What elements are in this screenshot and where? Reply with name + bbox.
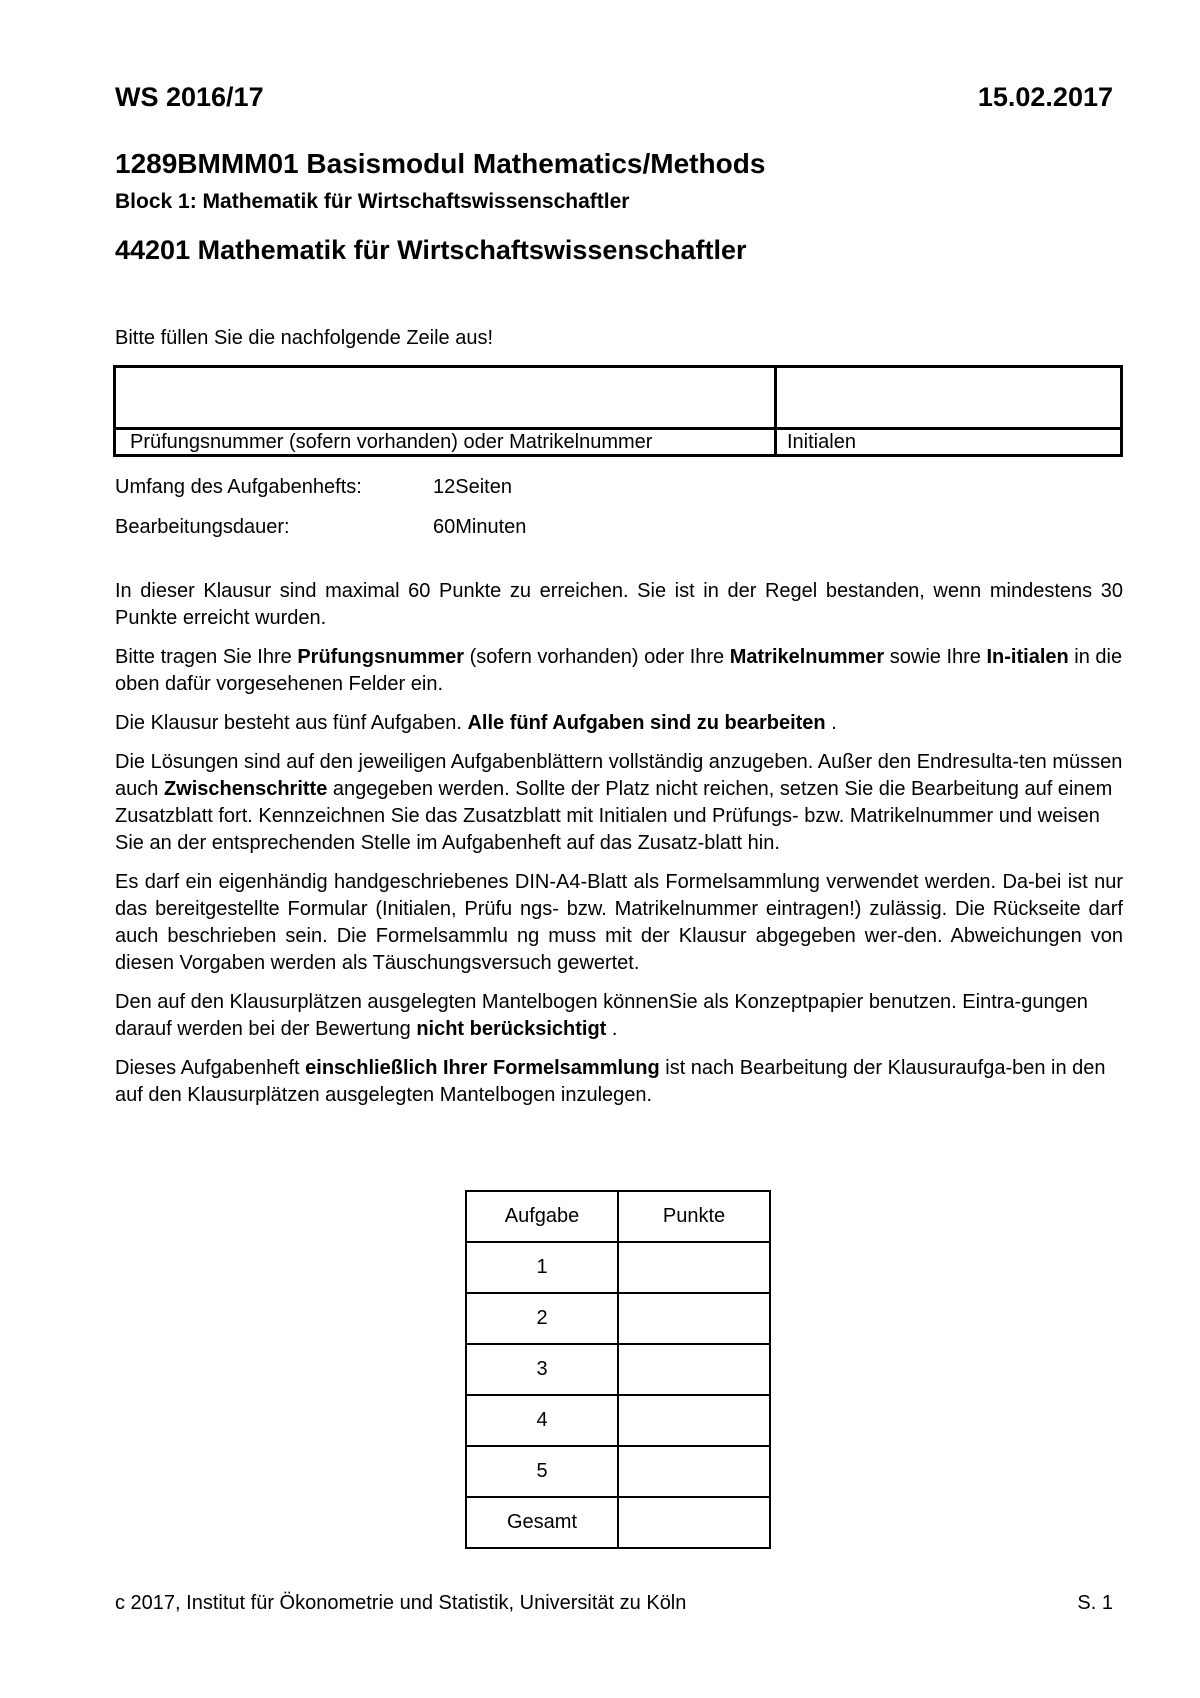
exam-number-label: Prüfungsnummer (sofern vorhanden) oder Matrikelnummer	[130, 431, 653, 453]
semester-label: WS 2016/17	[115, 82, 264, 112]
task-number: 2	[466, 1293, 618, 1344]
paragraph-formula-sheet: Es darf ein eigenhändig handgeschriebenes DIN-A4-Blatt als Formelsammlung verwendet werden. Da-bei ist nur das bereitgestellte Formular (Initialen, Prüfu ngs- bzw. Matrikelnummer eintragen!) zulässig. Die Rückseite darf auch beschrieben sein. Die Formelsammlu ng muss mit der Klausur abgegeben wer-den. Abweichungen von diesen Vorgaben werden als Täuschungsversuch gewertet.	[115, 871, 1123, 974]
paragraph-solutions: Die Lösungen sind auf den jeweiligen Aufgabenblättern vollständig anzugeben. Außer den Endresulta-ten müssen auch Zwischenschritte angegeben werden. Sollte der Platz nicht reichen, setzen Sie die Bearbeitung auf einem Zusatzblatt fort. Kennzeichnen Sie das Zusatzblatt mit Initialen und Prüfungs- bzw. Matrikelnummer und weisen Sie an der entsprechenden Stelle im Aufgabenheft auf das Zusatz-blatt hin.	[115, 751, 1123, 854]
page-number: S. 1	[1077, 1592, 1113, 1614]
header-task: Aufgabe	[466, 1191, 618, 1242]
paragraph-max-points: In dieser Klausur sind maximal 60 Punkte zu erreichen. Sie ist in der Regel bestanden, wenn mindestens 30 Punkte erreicht wurden.	[115, 580, 1123, 629]
footer-copyright: c 2017, Institut für Ökonometrie und Statistik, Universität zu Köln	[115, 1592, 687, 1614]
scope-label: Umfang des Aufgabenhefts:	[115, 476, 362, 498]
exam-date: 15.02.2017	[977, 82, 1113, 112]
module-title: 1289BMMM01 Basismodul Mathematics/Methods	[115, 148, 766, 179]
duration-label: Bearbeitungsdauer:	[115, 516, 290, 538]
course-title: 44201 Mathematik für Wirtschaftswissenschaftler	[115, 235, 747, 265]
task-number: 3	[466, 1344, 618, 1395]
paragraph-tasks: Die Klausur besteht aus fünf Aufgaben. Alle fünf Aufgaben sind zu bearbeiten .	[115, 712, 837, 734]
table-row	[466, 1344, 770, 1395]
total-label: Gesamt	[466, 1497, 618, 1548]
score-table	[465, 1190, 771, 1549]
fill-instruction: Bitte füllen Sie die nachfolgende Zeile aus!	[115, 327, 494, 349]
table-row	[466, 1395, 770, 1446]
scope-value: 12Seiten	[433, 476, 512, 498]
task-number: 5	[466, 1446, 618, 1497]
task-number: 4	[466, 1395, 618, 1446]
id-box-baseline	[116, 427, 1120, 430]
block-subtitle: Block 1: Mathematik für Wirtschaftswissenschaftler	[115, 190, 630, 213]
points-cell	[618, 1344, 770, 1395]
points-cell	[618, 1242, 770, 1293]
header-points: Punkte	[618, 1191, 770, 1242]
id-box-divider	[774, 368, 777, 454]
initials-label: Initialen	[787, 431, 856, 453]
paragraph-submission: Dieses Aufgabenheft einschließlich Ihrer Formelsammlung ist nach Bearbeitung der Klausuraufga-ben in den auf den Klausurplätzen ausgelegten Mantelbogen inzulegen.	[115, 1057, 1106, 1106]
table-row	[466, 1497, 770, 1548]
table-row	[466, 1242, 770, 1293]
table-row	[466, 1293, 770, 1344]
paragraph-enter-id: Bitte tragen Sie Ihre Prüfungsnummer (sofern vorhanden) oder Ihre Matrikelnummer sowie Ihre In-itialen in die oben dafür vorgesehenen Felder ein.	[115, 646, 1123, 695]
instructions-body	[115, 578, 1123, 1121]
points-cell	[618, 1293, 770, 1344]
student-id-box	[113, 365, 1123, 457]
paragraph-cover-sheet: Den auf den Klausurplätzen ausgelegten Mantelbogen könnenSie als Konzeptpapier benutzen. Eintra-gungen darauf werden bei der Bewertung nicht berücksichtigt .	[115, 991, 1088, 1040]
points-cell	[618, 1446, 770, 1497]
task-number: 1	[466, 1242, 618, 1293]
duration-value: 60Minuten	[433, 516, 527, 538]
table-row	[466, 1446, 770, 1497]
score-table-header	[466, 1191, 770, 1242]
total-points-cell	[618, 1497, 770, 1548]
points-cell	[618, 1395, 770, 1446]
